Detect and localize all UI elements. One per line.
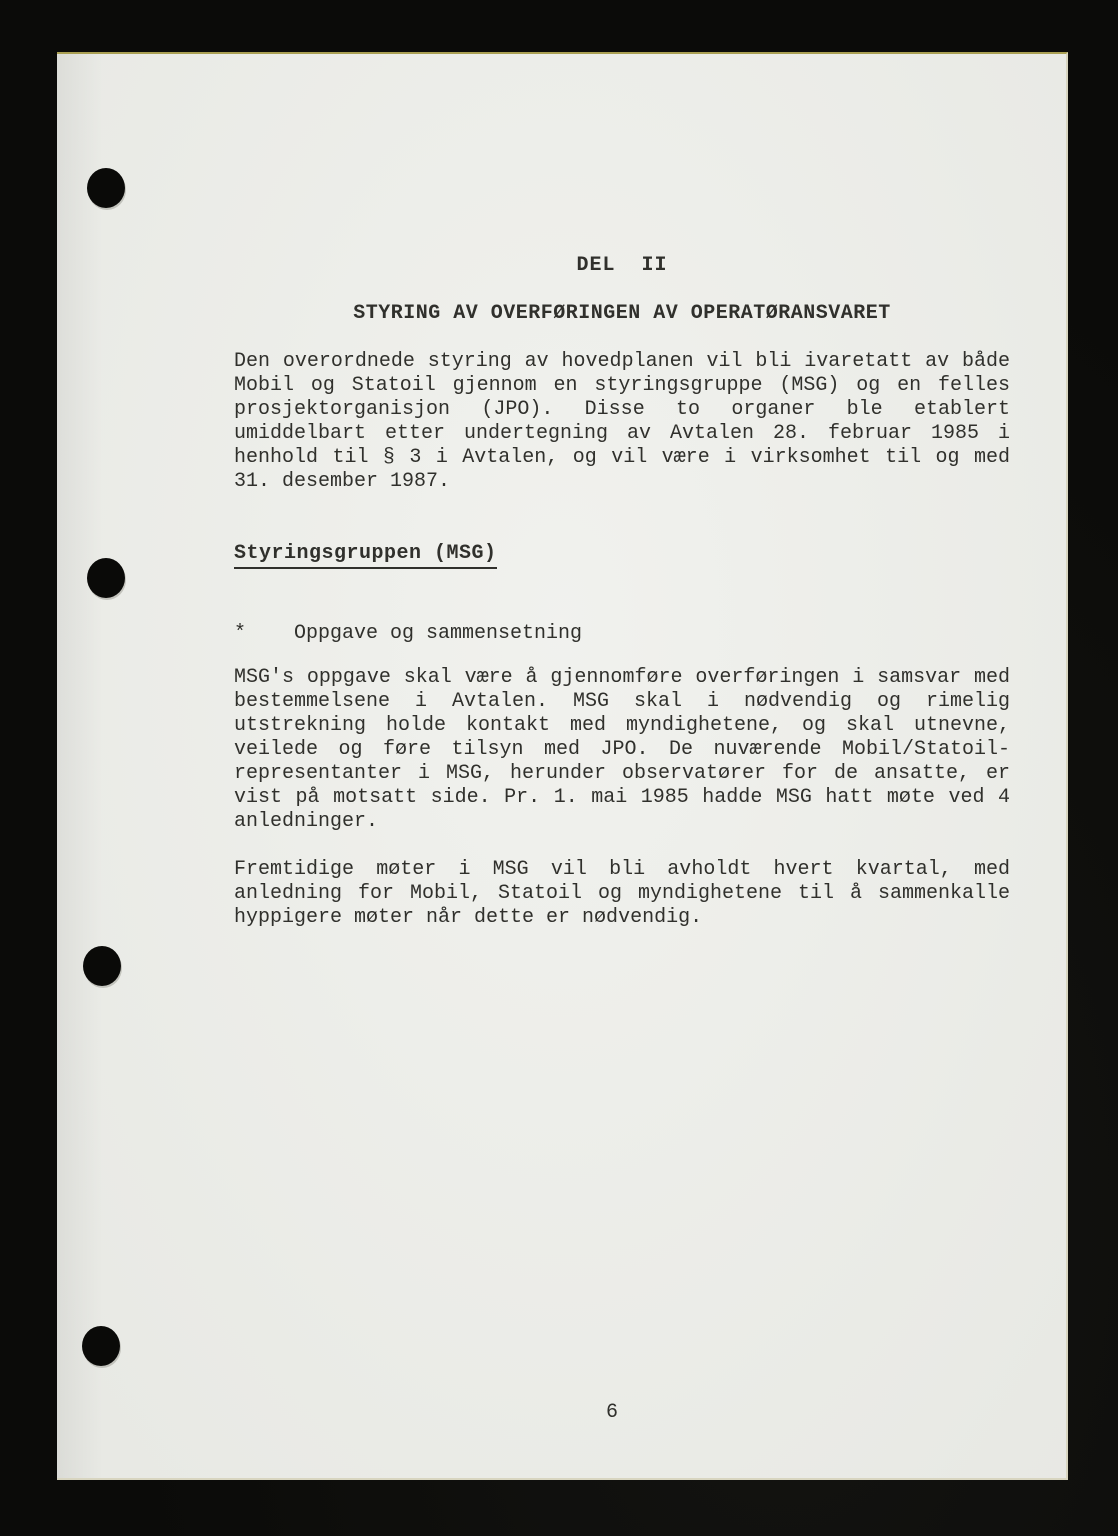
part-label: DEL II: [576, 254, 668, 277]
text-line: vist på motsatt side. Pr. 1. mai 1985 hadde MSG hatt møte ved 4: [234, 786, 1010, 809]
document-page: [57, 52, 1068, 1480]
text-line: representanter i MSG, herunder observatører for de ansatte, er: [234, 762, 1010, 785]
text-line: utstrekning holde kontakt med myndighetene, og skal utnevne,: [234, 714, 1010, 737]
text-line: Den overordnede styring av hovedplanen vil bli ivaretatt av både: [234, 350, 1010, 373]
text-line: MSG's oppgave skal være å gjennomføre overføringen i samsvar med: [234, 666, 1010, 689]
text-line: Fremtidige møter i MSG vil bli avholdt hvert kvartal, med: [234, 858, 1010, 881]
page-number: 6: [605, 1401, 618, 1424]
bullet-label: Oppgave og sammensetning: [294, 622, 583, 645]
punch-hole-3: [83, 946, 121, 986]
text-line: anledninger.: [234, 810, 379, 833]
text-line: Mobil og Statoil gjennom en styringsgruppe (MSG) og en felles: [234, 374, 1010, 397]
section-heading: Styringsgruppen (MSG): [234, 542, 497, 569]
text-line: hyppigere møter når dette er nødvendig.: [234, 906, 703, 929]
section-heading-row: [234, 542, 1010, 569]
text-line: anledning for Mobil, Statoil og myndighetene til å sammenkalle: [234, 882, 1010, 905]
text-line: umiddelbart etter undertegning av Avtalen 28. februar 1985 i: [234, 422, 1010, 445]
bullet-marker: *: [234, 622, 247, 645]
text-line: 31. desember 1987.: [234, 470, 451, 493]
paragraph-1: [234, 350, 1010, 494]
paragraph-3: [234, 858, 1010, 930]
document-title: STYRING AV OVERFØRINGEN AV OPERATØRANSVARET: [353, 302, 891, 325]
text-line: veilede og føre tilsyn med JPO. De nuværende Mobil/Statoil-: [234, 738, 1010, 761]
bullet-item: [234, 622, 1010, 646]
text-line: henhold til § 3 i Avtalen, og vil være i virksomhet til og med: [234, 446, 1010, 469]
punch-hole-4: [82, 1326, 120, 1366]
text-line: bestemmelsene i Avtalen. MSG skal i nødvendig og rimelig: [234, 690, 1010, 713]
punch-hole-1: [87, 168, 125, 208]
text-line: prosjektorganisjon (JPO). Disse to organer ble etablert: [234, 398, 1010, 421]
punch-hole-2: [87, 558, 125, 598]
paragraph-2: [234, 666, 1010, 834]
